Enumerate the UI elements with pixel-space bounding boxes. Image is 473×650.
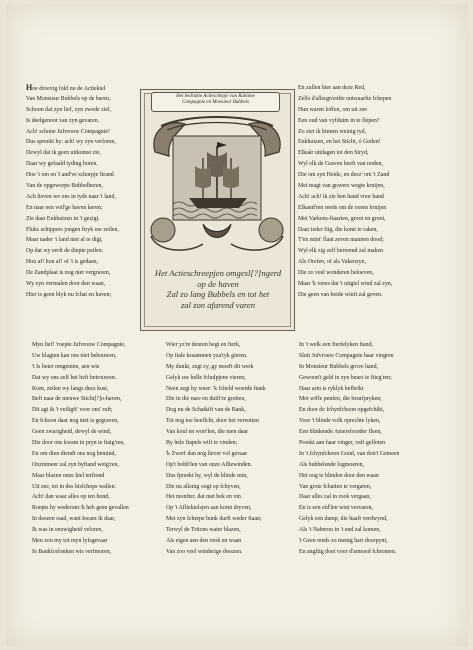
verse-line: In 't fchynfchoon Goud, van don't Gemeen: [299, 450, 400, 457]
verse-line: Ach! schone Jufvrouw Compagnie!: [26, 128, 110, 135]
verse-line: Sluit Jufvrouw Compagnie haar vingren: [299, 352, 394, 359]
verse-line: Als eigen aen den rook en waan: [166, 538, 242, 545]
verse-line: [26, 83, 119, 94]
verse-line: Op dat wy eerft de diepte peilen:: [26, 248, 104, 255]
verse-line: Die zo veel wonderen beloeven,: [298, 270, 374, 277]
verse-line: Van zoo veel winderige dwazen.: [166, 548, 243, 555]
verse-line: Pronkt aan haar vinger, vaft gefloten: [299, 440, 386, 447]
verse-line: Een oud van vyfduim in te flepen?: [298, 117, 380, 124]
verse-line: My dunkt, zegt zy, gy moeft dit werk: [166, 363, 254, 370]
sea-monster-icon: [203, 224, 231, 238]
verse-line: Zelfs d'allergrootfte ontwaarfte fchepen: [298, 95, 392, 102]
verse-line: In Bankfcelonken wis verfmoren,: [32, 548, 112, 555]
verse-line: Als Orefen, of als Vakenzyn,: [298, 259, 366, 266]
verse-line: Uit zee, tot in des bisfchops wallen.: [32, 483, 117, 490]
verse-line: Hun waren loffen, om uit zee: [298, 106, 367, 113]
verse-line: Met wiffe penfen, die beurfpryken,: [299, 396, 382, 403]
drop-cap: H: [26, 83, 33, 92]
verse-line: Wyl elk de Graven heeft van noden,: [298, 161, 383, 168]
verse-line: Ik was in eeuwigheid veloren,: [32, 527, 103, 534]
verse-line: Neen zegt hy weer: 'k fcheld woerde ftank: [166, 385, 266, 392]
verse-line: Daar ieder fiig, die komt te raken,: [298, 226, 378, 233]
verse-line: Dit agt ik 't veiligft' voor ons' ruft;: [32, 407, 113, 414]
verse-line: Maar nader 't land niet al te digt,: [26, 237, 103, 244]
verse-line: Dog nu de Schatkift van de Bank,: [166, 407, 246, 414]
verse-line: Wyl elk zig zelf beroemd zal maken: [298, 248, 384, 255]
poem-top-right: [298, 83, 392, 301]
verse-line: En angftig doet voor d'armoed fchromen.: [299, 548, 397, 555]
verse-line: Op 't Afliekielsjen aan komt dryven,: [166, 505, 252, 512]
poem-top-left: [26, 83, 119, 301]
verse-line: Men zou my tot myn lyfsgevaar: [32, 538, 108, 545]
ship-engraving: [147, 112, 287, 262]
verse-line: Schoon dat zyn lief, zyn zwede ziel,: [26, 106, 112, 113]
banner-line: Compagnie en Monsieur Bubbels: [182, 100, 249, 106]
verse-line: Zo ziet ik binnen weinig tyd,: [298, 128, 367, 135]
verse-line: Een blinkende Amersfoorder fleen,: [299, 429, 382, 436]
verse-line: Dus fpreekt hy, wyl de blinde min,: [166, 472, 248, 479]
verse-line: Hier is geen blyk nu fchat en haven;: [26, 291, 112, 298]
banner-line: Het bedrukte Actieschepje van Rabinne: [176, 94, 255, 99]
poem-column-2: [166, 340, 266, 558]
verse-line: Die nu allenig oogt op fchyven,: [166, 483, 241, 490]
verse-line: Zie daar Enkhuizen in 't gezigt.: [26, 215, 100, 222]
verse-line: Van Monsieur Bubbels op de baren,: [26, 95, 111, 102]
verse-line: Gelyk uw belle fchulpjens vieren,: [166, 374, 246, 381]
verse-line: Roepts hy wederom:'k heb geen gevallen: [32, 505, 129, 512]
verse-line: Tot nog toe beeflcht, door het vereotten: [166, 418, 259, 425]
verse-line: En is een eid'len wint vervaren,: [299, 505, 374, 512]
caption-line: op de haven: [197, 278, 239, 289]
verse-line: Haar arm is ryklyk befbrikt: [299, 385, 364, 392]
verse-line: Dus spreekt hy: ach! wy zyn verloren,: [26, 139, 116, 146]
verse-line: En fchoon daar nog niet is gegraven,: [32, 418, 119, 425]
verse-line: Ach! ach! ik zie hen hand voor hand: [298, 193, 384, 200]
verse-line: Daar alles zal in rook vergaan,: [299, 494, 371, 501]
verse-line: En om dien diendt ons nog bemind,: [32, 450, 116, 457]
verse-line: Die in die nare en duift're grotten,: [166, 396, 246, 403]
verse-line: 'k Zwerf dan nog liever vol gevaar: [166, 450, 248, 457]
verse-line: Met Varkens-ftaarten, groot en groot,: [298, 215, 386, 222]
verse-line: Op ftale kraammen yza'tyk gieren.: [166, 352, 248, 359]
verse-line: Hoe 't om en 't and've schorpje ftrand: [26, 172, 114, 179]
verse-line: De Zandplaat is nog niet vergraven,: [26, 270, 111, 277]
verse-line: Hou af! hou af! of 't is gedaan,: [26, 259, 99, 266]
verse-line: Gelyk een damp, die haaft verdwynd,: [299, 516, 388, 523]
verse-line: Van de opgeworpe Bubbelheren,: [26, 183, 103, 190]
caption-line: Zal zo lang Bubbels en tot het: [166, 289, 270, 299]
verse-line: Die om syn Heide, en deez' om 't Zand: [298, 172, 390, 179]
verse-line: Van grote fchatten te vergaren,: [299, 483, 372, 490]
verse-line: Dat wy ons zelf het beft betrouwen.: [32, 374, 117, 381]
verse-line: Onzinmeer zal zyn byftand weig'ren,: [32, 461, 119, 468]
verse-line: En zullen hier aan deze Red,: [298, 85, 366, 91]
verse-line: Elkaâr uitdagen tot den Stryd,: [298, 150, 369, 157]
verse-line-rest: oe droevig fold nu de Actiekiel: [32, 86, 106, 92]
verse-line: Myn lief! 'roepte Jufvrouw Compagnie,: [32, 342, 126, 348]
verse-line: By hele ftapels wift te vinden;: [166, 440, 238, 447]
verse-line: Ach! dan waar alles op ten hond,: [32, 494, 110, 501]
verse-line: Kom, zeilen wy langs deez kust,: [32, 385, 109, 392]
verse-line: Als 't Naberou in 't end zal komen,: [299, 527, 381, 534]
verse-line: Dewyl dat ik geen uitkomst zie,: [26, 150, 101, 157]
verse-line: Maar blazen onze kiel terftond: [32, 472, 105, 479]
verse-line: Op't bobb'len van onze Afliewinden.: [166, 461, 253, 468]
verse-line: Uw klagten kan ons niet behouwen,: [32, 352, 117, 359]
engraved-plate: [140, 89, 295, 331]
verse-line: Het oog te blinden door den waan: [299, 472, 379, 479]
verse-line: Met zyn fcherpe bunk durft weder ftaan;: [166, 516, 262, 523]
verse-line: Gewoon't geld in zyn beurs te ftieg'ren;: [299, 374, 392, 381]
verse-line: Die geen van beide winft zal geven.: [298, 291, 383, 298]
verse-line: T'en mint' flaat zeven mannen dood;: [298, 237, 384, 244]
verse-line: Enkhuizen, en het Sticht, ó Goden!: [298, 139, 381, 146]
verse-line: Is deelgenoot van zyn gevaren.: [26, 117, 100, 124]
verse-line: Daar wy gefaald tyding horen,: [26, 161, 98, 168]
verse-line: In 't welk een fterfelyken ftand,: [299, 342, 374, 348]
verse-line: 't Is beter omgenien, aen wie: [32, 363, 100, 370]
verse-line: In deezen raad, want kwam ik daar,: [32, 516, 116, 523]
verse-line: Maar 'k vrees dat 't uitgiel wind zal zyn,: [298, 281, 393, 288]
verse-line: Geen zwarigheid, dewyl de wind,: [32, 429, 112, 436]
poem-column-3: [299, 340, 399, 558]
broadside-sheet: [6, 4, 468, 646]
verse-line: Voor 't blinde volk oprechte lyken,: [299, 418, 381, 425]
verse-line: Ach lieven we ons in tyds naar 't land,: [26, 193, 116, 200]
verse-line: Als bubbelende logmoeren,: [299, 461, 364, 468]
plate-caption: [147, 268, 289, 310]
caption-line: zal zon afarend varen: [180, 299, 256, 310]
verse-line: Het monfter, dat met bek en vin: [166, 494, 241, 501]
verse-line: Van koul en wort'len, die men daar: [166, 429, 249, 436]
verse-line: Terwyl de Tritons water blazen,: [166, 527, 241, 534]
verse-line: In Monsieur Bubbels grove hand,: [299, 363, 379, 370]
poem-column-1: [32, 340, 129, 558]
verse-line: Die door ons kwam in pryn te ftaig'ren,: [32, 440, 125, 447]
verse-line: Wier yz're deuren hegt en fterk,: [166, 342, 241, 348]
verse-line: En door de fchynfchoon opgefchikt,: [299, 407, 385, 414]
verse-line: Met magt van gravers wegte kruijen,: [298, 183, 385, 190]
verse-line: Fluks schippers jongen ftryk uw zeilen,: [26, 226, 119, 233]
verse-line: Wy zyn vermalen door den waan,: [26, 281, 106, 288]
verse-line: 't Geen reeds zo menig hart doorpynt,: [299, 538, 388, 545]
caption-line: Het Actieschreepjen omgesl[?]ngerd: [154, 268, 282, 278]
verse-line: Elkand'ren reeds om de ooren bruijen: [298, 204, 387, 211]
verse-line: En naar een veil'ge haven keren;: [26, 204, 103, 211]
verse-line: Beft naar de nieuwe Sticht[?]o-haven,: [32, 396, 122, 403]
plate-banner: [151, 92, 280, 112]
